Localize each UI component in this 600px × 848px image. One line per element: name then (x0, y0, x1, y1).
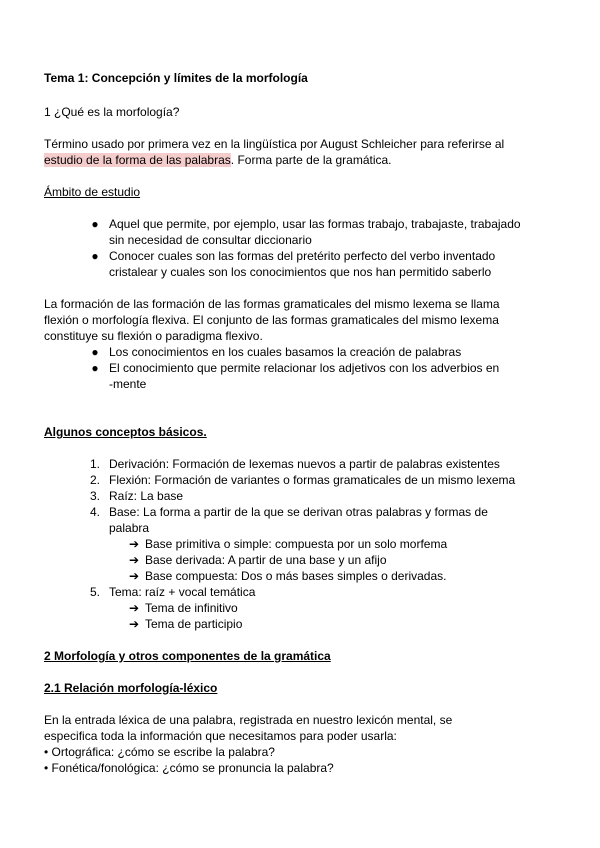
bullet-text: Los conocimientos en los cuales basamos la creación de palabras (109, 345, 462, 359)
paragraph-line: La formación de las formación de las formas gramaticales del mismo lexema se llama (44, 297, 500, 311)
definition-line-2 (44, 152, 392, 168)
list-number: 1. (89, 457, 100, 471)
list-item-text: Base: La forma a partir de la que se derivan otras palabras y formas de (109, 505, 488, 519)
bullet-dot: ● (91, 249, 99, 263)
list-item-text: Derivación: Formación de lexemas nuevos a partir de palabras existentes (109, 457, 500, 471)
arrow-icon: ➔ (128, 537, 140, 551)
bullet-dot: ● (91, 345, 99, 359)
paragraph-line: constituye su flexión o paradigma flexivo. (44, 329, 263, 343)
bullet-text: cristalear y cuales son los conocimientos que nos han permitido saberlo (109, 265, 492, 279)
ambito-heading: Ámbito de estudio (44, 185, 141, 199)
section-2-heading: 2 Morfología y otros componentes de la gramática (44, 649, 331, 663)
sub-item-text: Base compuesta: Dos o más bases simples o derivadas. (145, 569, 447, 583)
paragraph-line: • Ortográfica: ¿cómo se escribe la palabra? (44, 745, 275, 759)
bullet-text: sin necesidad de consultar diccionario (109, 233, 312, 247)
sub-item-text: Tema de infinitivo (145, 601, 238, 615)
arrow-icon: ➔ (128, 617, 140, 631)
arrow-icon: ➔ (128, 553, 140, 567)
definition-line-2-rest: . Forma parte de la gramática. (230, 153, 392, 167)
section-question: 1 ¿Qué es la morfología? (44, 105, 180, 119)
arrow-icon: ➔ (128, 601, 140, 615)
bullet-text: Aquel que permite, por ejemplo, usar las formas trabajo, trabajaste, trabajado (109, 217, 521, 231)
definition-line-1: Término usado por primera vez en la lingüística por August Schleicher para referirse al (44, 137, 505, 151)
paragraph-line: • Fonética/fonológica: ¿cómo se pronuncia la palabra? (44, 761, 334, 775)
list-number: 5. (89, 585, 100, 599)
list-item-text: palabra (109, 521, 150, 535)
highlighted-text: estudio de la forma de las palabras (44, 153, 231, 167)
conceptos-heading: Algunos conceptos básicos. (44, 425, 207, 439)
list-item-text: Tema: raíz + vocal temática (109, 585, 256, 599)
bullet-text: El conocimiento que permite relacionar los adjetivos con los adverbios en (109, 361, 500, 375)
section-2-1-heading: 2.1 Relación morfología-léxico (44, 681, 218, 695)
arrow-icon: ➔ (128, 569, 140, 583)
paragraph-line: flexión o morfología flexiva. El conjunto de las formas gramaticales del mismo lexema (44, 313, 499, 327)
bullet-text: Conocer cuales son las formas del pretérito perfecto del verbo inventado (109, 249, 496, 263)
list-item-text: Raíz: La base (109, 489, 184, 503)
page-title: Tema 1: Concepción y límites de la morfología (44, 71, 308, 85)
bullet-text: -mente (109, 377, 147, 391)
bullet-dot: ● (91, 361, 99, 375)
list-item-text: Flexión: Formación de variantes o formas gramaticales de un mismo lexema (109, 473, 516, 487)
paragraph-line: especifica toda la información que necesitamos para poder usarla: (44, 729, 397, 743)
list-number: 2. (89, 473, 100, 487)
sub-item-text: Base primitiva o simple: compuesta por un solo morfema (145, 537, 448, 551)
sub-item-text: Base derivada: A partir de una base y un afijo (145, 553, 387, 567)
sub-item-text: Tema de participio (145, 617, 243, 631)
list-number: 4. (89, 505, 100, 519)
paragraph-line: En la entrada léxica de una palabra, registrada en nuestro lexicón mental, se (44, 713, 453, 727)
bullet-dot: ● (91, 217, 99, 231)
list-number: 3. (89, 489, 100, 503)
